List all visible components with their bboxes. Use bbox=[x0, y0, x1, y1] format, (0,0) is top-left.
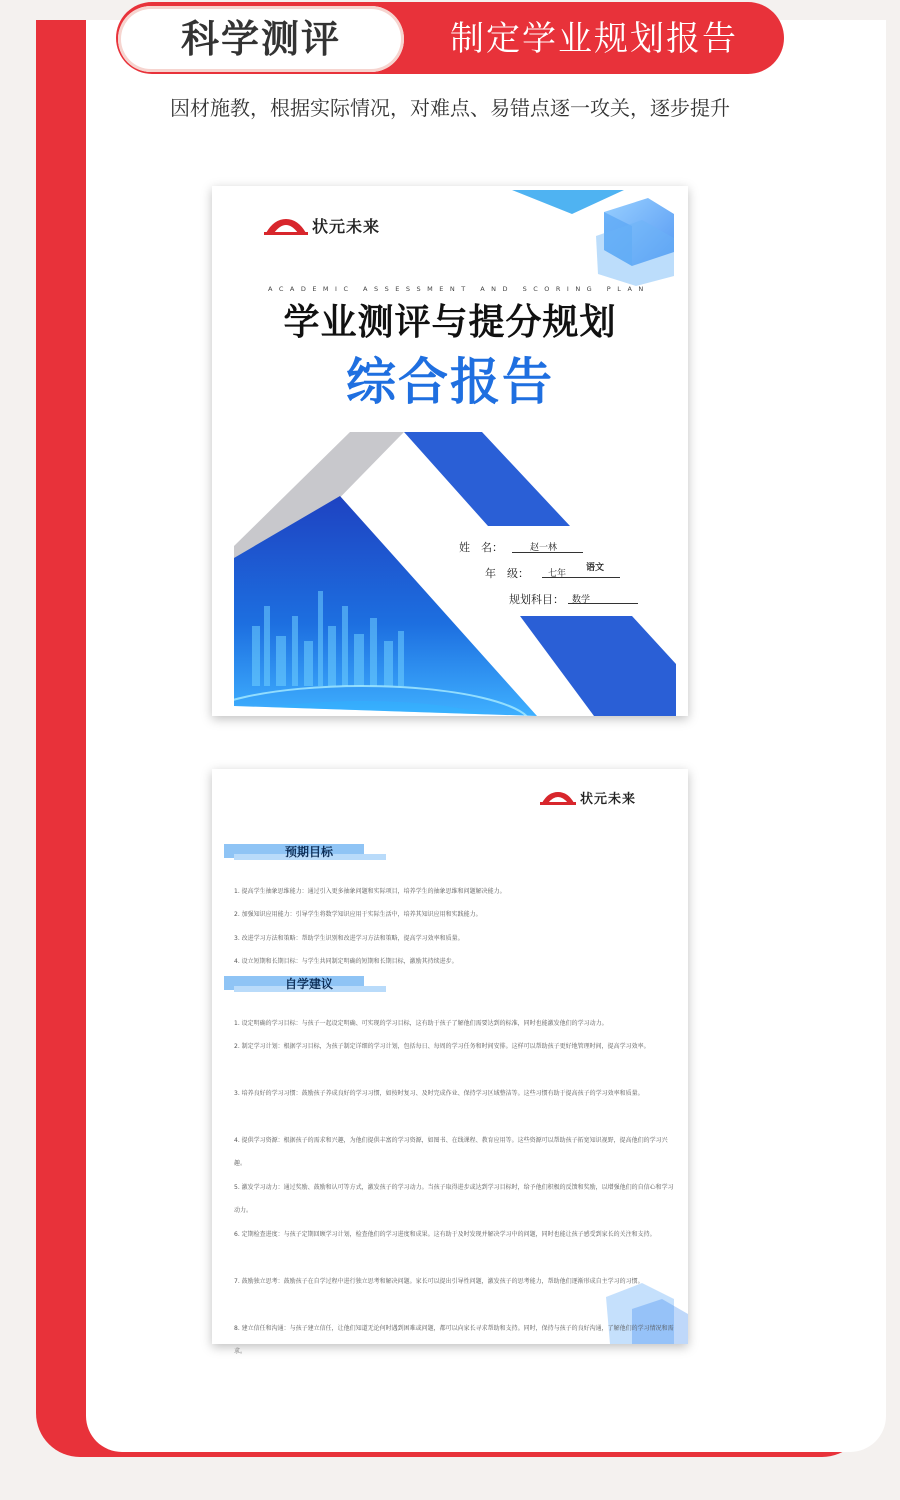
report-page-2 bbox=[212, 769, 688, 1355]
cover-brand: 状元未来 bbox=[312, 217, 381, 236]
subject-label: 规划科目： bbox=[509, 593, 564, 606]
top-triangle bbox=[512, 190, 624, 214]
cover-title-highlight: 综合报告 bbox=[346, 353, 554, 411]
advice-item: 4. 提供学习资源：根据孩子的需求和兴趣，为他们提供丰富的学习资源，如图书、在线课程、教育应用等。这些资源可以帮助孩子拓宽知识视野，提高他们的学习兴趣。 bbox=[234, 1137, 668, 1167]
header-left-label: 科学测评 bbox=[180, 17, 341, 61]
advice-item: 2. 制定学习计划：根据学习目标，为孩子制定详细的学习计划，包括每日、每周的学习任务和时间安排。这样可以帮助孩子更好地管理时间，提高学习效率。 bbox=[234, 1043, 650, 1050]
name-value: 赵一林 bbox=[530, 543, 558, 553]
subject-value: 数学 bbox=[572, 595, 591, 605]
page2-logo bbox=[540, 788, 636, 807]
name-label: 姓 名： bbox=[459, 541, 503, 554]
subtitle: 因材施教，根据实际情况，对难点、易错点逐一攻关，逐步提升 bbox=[170, 96, 730, 120]
section-header-advice bbox=[224, 974, 386, 994]
section-title-advice: 自学建议 bbox=[284, 977, 333, 991]
goal-item: 2. 加强知识应用能力：引导学生将数学知识应用于实际生活中，培养其知识应用和实践能力。 bbox=[234, 911, 482, 918]
blue-band-bottom bbox=[520, 616, 676, 716]
advice-item: 5. 激发学习动力：通过奖励、鼓励和认可等方式，激发孩子的学习动力。当孩子取得进步或达到学习目标时，给予他们积极的反馈和奖励，以增强他们的自信心和学习动力。 bbox=[234, 1184, 674, 1214]
grade-label: 年 级： bbox=[485, 567, 529, 580]
section-title-goals: 预期目标 bbox=[284, 845, 333, 859]
cover-logo bbox=[264, 214, 380, 237]
advice-item: 1. 设定明确的学习目标：与孩子一起设定明确、可实现的学习目标，这有助于孩子了解他们需要达到的标准，同时也能激发他们的学习动力。 bbox=[234, 1020, 608, 1027]
goal-item: 1. 提高学生抽象思维能力：通过引入更多抽象问题和实际项目，培养学生的抽象思维和问题解决能力。 bbox=[234, 888, 506, 895]
advice-item: 3. 培养良好的学习习惯：鼓励孩子养成良好的学习习惯，如按时复习、及时完成作业、保持学习区域整洁等。这些习惯有助于提高孩子的学习效率和质量。 bbox=[234, 1090, 644, 1097]
goal-item: 4. 设立短期和长期目标：与学生共同制定明确的短期和长期目标，激励其持续进步。 bbox=[234, 958, 458, 965]
advice-item: 6. 定期检查进度：与孩子定期回顾学习计划，检查他们的学习进度和成果。这有助于及时发现并解决学习中的问题，同时也能让孩子感受到家长的关注和支持。 bbox=[234, 1231, 656, 1238]
report-cover bbox=[212, 186, 688, 716]
advice-item: 7. 鼓励独立思考：鼓励孩子在自学过程中进行独立思考和解决问题。家长可以提出引导性问题，激发孩子的思考能力，帮助他们逐渐形成自主学习的习惯。 bbox=[234, 1278, 644, 1285]
cover-graphics bbox=[212, 186, 688, 716]
section-header-goals bbox=[224, 842, 386, 862]
grade-value: 七年 bbox=[548, 569, 567, 579]
advice-item: 8. 建立信任和沟通：与孩子建立信任，让他们知道无论何时遇到困难或问题，都可以向家长寻求帮助和支持。同时，保持与孩子的良好沟通，了解他们的学习情况和需求。 bbox=[234, 1325, 674, 1355]
page2-brand: 状元未来 bbox=[580, 792, 637, 807]
grade-extra: 语文 bbox=[586, 563, 605, 573]
cover-title: 学业测评与提分规划 bbox=[283, 302, 617, 343]
cover-english-title: ACADEMIC ASSESSMENT AND SCORING PLAN bbox=[268, 285, 650, 293]
crown-logo-icon bbox=[264, 217, 308, 235]
header-right-label: 制定学业规划报告 bbox=[450, 19, 738, 59]
goal-item: 3. 改进学习方法和策略：帮助学生识别和改进学习方法和策略，提高学习效率和质量。 bbox=[234, 935, 464, 942]
crown-logo-icon bbox=[540, 790, 576, 805]
